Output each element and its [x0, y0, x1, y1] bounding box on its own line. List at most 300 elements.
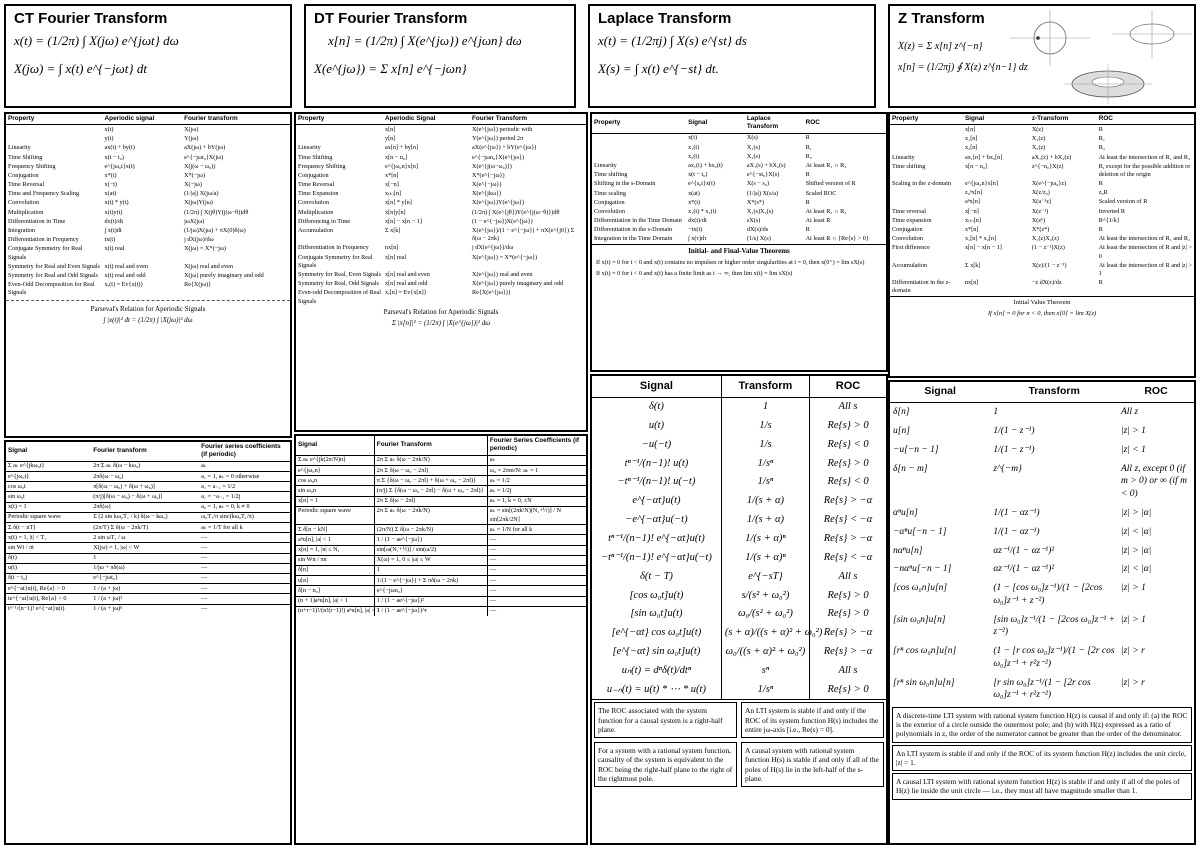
z-pair-cell: [rⁿ cos ω₀n]u[n]	[893, 646, 957, 657]
ct-pairs-table	[6, 442, 290, 614]
la-pair-cell: 1/s	[721, 416, 809, 435]
la-prop-cell	[592, 133, 686, 143]
z-pair-row	[890, 673, 1194, 704]
dt-pair-cell: —	[487, 565, 586, 575]
la-prop-row	[592, 217, 886, 226]
z-prop-cell: x[n] − x[n − 1]	[964, 244, 1002, 252]
z-prop-cell	[890, 125, 963, 135]
ct-prop-row	[6, 135, 290, 144]
ct-prop-cell: y(t)	[104, 135, 114, 143]
la-prop-cell: (1/s) X(s)	[746, 235, 771, 243]
z-prop-cell: At least the intersection of R and |z| > 1	[1098, 261, 1192, 277]
z-pair-cell: |z| < 1	[1120, 444, 1146, 455]
la-prop-cell: dX(s)/ds	[746, 226, 769, 234]
z-prop-cell: Scaled version of R	[1098, 198, 1148, 206]
la-pair-cell: s/(s² + ω₀²)	[721, 586, 809, 605]
ct-pair-cell: e^{−at}u(t), Re{a} > 0	[8, 584, 65, 592]
ct-pair-row	[6, 482, 290, 492]
z-prop-cell: nx[n]	[964, 279, 979, 287]
la-pair-header-1: Transform	[721, 376, 809, 397]
ct-prop-cell: Even-Odd Decomposition for Real Signals	[8, 281, 95, 297]
z-pair-cell: [rⁿ sin ω₀n]u[n]	[893, 677, 955, 688]
dt-pair-cell: —	[487, 596, 586, 606]
la-prop-row	[592, 235, 886, 244]
ct-pair-cell: Periodic square wave	[8, 513, 61, 521]
la-pair-cell: δ(t − T)	[639, 570, 673, 582]
ct-pair-cell: cos ω₀t	[8, 482, 26, 490]
z-plane-roc-diagram	[1112, 10, 1192, 58]
dt-pair-cell: (2π/N) Σ δ(ω − 2πk/N)	[374, 525, 487, 535]
dt-pair-row	[296, 486, 586, 496]
dt-prop-header-0: Property	[296, 114, 383, 125]
la-pair-cell: Re{s} > −α	[810, 492, 886, 511]
dt-pair-row	[296, 466, 586, 476]
dt-pair-cell: aₖ = 1/2	[487, 476, 586, 486]
la-prop-cell: Conjugation	[594, 198, 625, 206]
ct-pair-cell: X(jω) = 1, |ω| < W	[93, 543, 140, 551]
z-pair-cell: |z| < |α|	[1120, 564, 1152, 575]
la-pair-cell: (s + α)/((s + α)² + ω₀²)	[721, 624, 809, 643]
dt-pair-cell: x[n] = 1	[298, 497, 318, 505]
z-pair-cell: [sin ω₀]z⁻¹/(1 − [2cos ω₀]z⁻¹ + z⁻²)	[993, 614, 1115, 638]
dt-prop-row	[296, 171, 586, 180]
laplace-ivt-2: If x(t) = 0 for t < 0 and x(t) has a finite limit as t → ∞, then lim x(t) = lim sX(s)	[596, 269, 793, 277]
ct-pair-cell: —	[201, 584, 208, 592]
la-pair-row	[592, 567, 886, 586]
ct-pair-cell: δ(t − t₀)	[8, 574, 28, 582]
dt-synthesis-eq: x[n] = (1/2π) ∫ X(e^{jω}) e^{jωn} dω	[328, 33, 522, 48]
z-prop-cell: X(zᵏ)	[1031, 216, 1046, 224]
dt-prop-row	[296, 289, 586, 306]
la-prop-cell: Differentiation in the Time Domain	[594, 217, 682, 225]
ct-parseval-title: Parseval's Relation for Aperiodic Signals	[90, 305, 206, 314]
z-prop-cell: X(z)/(1 − z⁻¹)	[1031, 261, 1067, 269]
z-prop-cell: R	[1098, 279, 1103, 287]
la-pair-row	[592, 548, 886, 567]
z-prop-row	[890, 162, 1194, 179]
la-pair-row	[592, 530, 886, 549]
la-prop-row	[592, 226, 886, 235]
z-note-causal-stable: A causal LTI system with rational system function H(z) is stable if and only if all of the poles of H(z) lie inside the unit circle — i.e., they must all have magnitude smaller than 1.	[892, 773, 1192, 800]
z-pair-cell: δ[n − m]	[893, 463, 928, 474]
ct-prop-cell	[6, 125, 103, 135]
la-pair-cell: Re{s} > −α	[810, 624, 886, 643]
dt-prop-row	[296, 280, 586, 289]
z-prop-row	[890, 279, 1194, 296]
z-prop-cell: At least the intersection of R and |z| > 0	[1098, 244, 1192, 260]
la-prop-cell: x₁(t) * x₂(t)	[688, 207, 717, 215]
la-pair-cell: Re{s} > −α	[810, 530, 886, 549]
ct-prop-cell: x(t) real and even	[104, 262, 149, 270]
la-pair-cell: −u(−t)	[641, 438, 672, 450]
z-prop-cell: X(e^{−jω₀}z)	[1031, 180, 1067, 188]
la-prop-row	[592, 133, 886, 143]
z-title: Z Transform	[898, 10, 985, 27]
z-ivt: If x[n] = 0 for n < 0, then x[0] = lim X(z)	[987, 309, 1097, 317]
z-note-causal: A discrete-time LTI system with rational system function H(z) is causal if and only if: (a) the ROC is the exterior of a circle outside the outermost pole; and (b) with H(z) expressed as a ratio of polynomials in z, the order of the numerator cannot be greater than the order of the denominator.	[892, 707, 1192, 743]
dt-prop-row	[296, 199, 586, 208]
ct-prop-row	[6, 227, 290, 236]
z-pair-row	[890, 642, 1194, 673]
ct-pair-row	[6, 543, 290, 553]
z-pair-header-2: ROC	[1118, 382, 1194, 402]
ct-prop-row	[6, 262, 290, 271]
la-pair-cell: Re{s} > −α	[810, 643, 886, 662]
dt-prop-cell: Time Reversal	[298, 181, 335, 189]
ct-pair-cell: —	[201, 605, 208, 613]
laplace-note-stable: An LTI system is stable if and only if the ROC of its system function H(s) includes the entire jω-axis [i.e., Re(s) = 0].	[741, 702, 884, 738]
la-pair-cell: Re{s} > 0	[810, 586, 886, 605]
laplace-note-rational: For a system with a rational system function, causality of the system is equivalent to the ROC being the right-half plane to the right of the rightmost pole.	[594, 742, 737, 787]
ct-prop-cell: X(jω) purely imaginary and odd	[184, 271, 264, 279]
ct-prop-cell: Conjugation	[8, 171, 39, 179]
z-prop-cell: Convolution	[892, 235, 923, 243]
z-prop-cell: X₁(z)X₂(z)	[1031, 235, 1059, 243]
dt-header	[304, 4, 576, 108]
ct-prop-cell: X*(−jω)	[184, 171, 206, 179]
ct-pair-cell: Σ (2 sin kω₀T₁ / k) δ(ω − kω₀)	[93, 513, 168, 521]
la-prop-cell: At least R₁ ∩ R₂	[805, 161, 847, 169]
z-pair-cell: −u[−n − 1]	[893, 444, 939, 455]
dt-pair-cell: Σ δ[n − kN]	[298, 525, 328, 533]
dt-prop-cell: X(e^{j(ω−ω₀)})	[472, 162, 512, 170]
la-pair-cell: u(t)	[648, 419, 665, 431]
laplace-synthesis-eq: x(t) = (1/2πj) ∫ X(s) e^{st} ds	[598, 33, 747, 48]
la-prop-cell: X₁(s)X₂(s)	[746, 207, 774, 215]
ct-prop-cell: X(jω)	[184, 125, 199, 133]
dt-parseval-eq: Σ |x[n]|² = (1/2π) ∫ |X(e^{jω})|² dω	[391, 319, 491, 328]
la-prop-cell: ax₁(t) + bx₂(t)	[688, 161, 723, 169]
dt-prop-cell: X(e^{jkω})	[472, 190, 502, 198]
ct-pair-cell: a₀ = 1, aₖ = 0, k ≠ 0	[201, 503, 250, 511]
ct-prop-cell: Re{X(jω)}	[184, 281, 212, 289]
ct-pair-cell: te^{−at}u(t), Re{a} > 0	[8, 594, 67, 602]
ct-prop-cell: tx(t)	[104, 236, 116, 244]
dt-title: DT Fourier Transform	[314, 10, 468, 27]
z-pair-cell: (1 − [r cos ω₀]z⁻¹)/(1 − [2r cos ω₀]z⁻¹ + r²z⁻²)	[993, 646, 1115, 669]
ct-prop-cell: (1/jω)X(jω) + πX(0)δ(ω)	[184, 227, 246, 235]
z-prop-cell	[890, 198, 963, 207]
z-prop-cell: X(z/z₀)	[1031, 189, 1050, 197]
ct-prop-row	[6, 245, 290, 262]
dt-pair-row	[296, 455, 586, 465]
z-prop-cell: R	[1098, 180, 1103, 188]
la-prop-cell: (1/|a|) X(s/a)	[746, 189, 779, 197]
la-prop-cell: R	[805, 134, 810, 142]
ct-prop-cell: Frequency Shifting	[8, 162, 56, 170]
z-pair-cell: [cos ω₀n]u[n]	[893, 583, 948, 594]
z-prop-cell: Differentiation in the z-domain	[892, 279, 951, 295]
z-ivt-title: Initial Value Theorem	[890, 296, 1194, 310]
dt-pair-cell: —	[487, 555, 586, 565]
z-pair-cell: [sin ω₀n]u[n]	[893, 614, 946, 625]
la-pair-cell: 1/sⁿ	[721, 454, 809, 473]
ct-prop-row	[6, 208, 290, 217]
dt-prop-header-2: Fourier Transform	[470, 114, 586, 125]
ct-pair-row	[6, 584, 290, 594]
la-pair-cell: 1/(s + α)	[721, 492, 809, 511]
la-pair-cell: 1/(s + α)ⁿ	[721, 530, 809, 549]
ct-prop-cell: Differentiation in Time	[8, 217, 66, 225]
z-prop-cell: Conjugation	[892, 226, 923, 234]
ct-prop-row	[6, 181, 290, 190]
dt-prop-cell: Convolution	[298, 199, 329, 207]
la-pair-cell: −e^{−αt}u(−t)	[625, 514, 688, 526]
z-prop-cell	[890, 189, 963, 198]
dt-pair-cell: e^{−jωn₀}	[374, 586, 487, 596]
dt-pair-cell: ω₀ = 2πm/N: aₖ = 1	[487, 466, 586, 476]
la-prop-cell: sX(s)	[746, 217, 761, 225]
dt-prop-cell: Re{X(e^{jω})}	[472, 289, 511, 297]
la-prop-cell	[592, 143, 686, 152]
ct-prop-cell: Symmetry for Real and Even Signals	[8, 262, 100, 270]
dt-analysis-eq: X(e^{jω}) = Σ x[n] e^{−jωn}	[314, 61, 467, 76]
z-pair-cell: (1 − [cos ω₀]z⁻¹)/(1 − [2cos ω₀]z⁻¹ + z⁻²)	[993, 583, 1103, 606]
z-plane-unit-circle-diagram	[1010, 10, 1090, 66]
ct-prop-cell: Time Shifting	[8, 153, 43, 161]
ct-pair-row	[6, 533, 290, 543]
dt-prop-row	[296, 144, 586, 153]
dt-pair-cell: —	[487, 535, 586, 545]
z-prop-cell: x[n − n₀]	[964, 162, 988, 170]
la-prop-cell: At least R	[805, 217, 831, 225]
la-prop-cell: X(s)	[746, 134, 758, 142]
dt-pair-row	[296, 496, 586, 506]
dt-prop-cell: Accumulation	[298, 227, 334, 235]
la-prop-cell: Linearity	[594, 161, 617, 169]
ct-pair-cell: 2πδ(ω)	[93, 503, 111, 511]
la-prop-cell: Integration in the Time Domain	[594, 235, 673, 243]
la-pair-row	[592, 473, 886, 492]
z-pair-cell: |z| > 1	[1120, 614, 1146, 625]
laplace-note-causal: The ROC associated with the system function for a causal system is a right-half plane.	[594, 702, 737, 738]
ct-prop-cell: Differentiation in Frequency	[8, 236, 79, 244]
dt-pair-cell: δ[n]	[298, 566, 309, 574]
ct-pair-cell: (2π/T) Σ δ(ω − 2πk/T)	[93, 523, 149, 531]
la-prop-cell: x₁(t)	[688, 143, 700, 151]
z-prop-cell: X(z)	[1031, 125, 1044, 133]
ct-prop-cell: x*(t)	[104, 171, 117, 179]
ct-prop-cell: X(jω) real and even	[184, 262, 233, 270]
ct-prop-cell: (1/2π) ∫ X(jθ)Y(j(ω−θ))dθ	[184, 208, 249, 216]
la-pair-cell: δ(t)	[649, 401, 664, 413]
dt-pair-cell: 1	[374, 565, 487, 575]
la-prop-header-1: Signal	[686, 114, 745, 133]
dt-pair-header-1: Fourier Transform	[374, 436, 487, 455]
la-pair-cell: 1/(s + α)	[721, 511, 809, 530]
ct-prop-row	[6, 190, 290, 199]
la-prop-cell: R	[805, 171, 810, 179]
z-prop-cell: ax₁[n] + bx₂[n]	[964, 153, 1003, 161]
z-pairs-panel	[888, 380, 1196, 845]
dt-pair-cell: sin ω₀n	[298, 486, 317, 494]
dt-pair-row	[296, 576, 586, 586]
ct-pair-cell: aₖ	[201, 462, 207, 470]
dt-pair-cell: 2π Σ aₖ δ(ω − 2πk/N)	[374, 506, 487, 524]
z-prop-cell: First difference	[892, 244, 930, 252]
ct-synthesis-eq: x(t) = (1/2π) ∫ X(jω) e^{jωt} dω	[14, 33, 179, 48]
ct-prop-cell: Y(jω)	[184, 135, 199, 143]
la-pair-row	[592, 492, 886, 511]
ct-pair-row	[6, 492, 290, 502]
ct-pair-row	[6, 502, 290, 512]
z-prop-cell: Scaling in the z-domain	[892, 180, 951, 188]
z-prop-cell: x[n]	[964, 125, 976, 133]
la-pair-cell: ω₀/(s² + ω₀²)	[721, 605, 809, 624]
ct-properties-panel	[4, 112, 292, 438]
ct-pair-cell: x(t) = 1	[8, 503, 27, 511]
ct-pairs-panel	[4, 440, 292, 845]
la-prop-cell: e^{s₀t}x(t)	[688, 180, 715, 188]
la-pair-cell: All s	[810, 397, 886, 416]
z-pair-cell: All z, except 0 (if m > 0) or ∞ (if m < 0)	[1120, 463, 1187, 499]
dt-pair-row	[296, 596, 586, 606]
dt-prop-cell: X(e^{jω}) = X*(e^{−jω})	[472, 253, 538, 261]
laplace-ivt-1: If x(t) = 0 for t < 0 and x(t) contains no impulses or higher order singularities at t = 0, then x(0⁺) = lim sX(s)	[596, 259, 865, 267]
dt-pair-cell: aₖ = 1, k = 0, ±N	[487, 496, 586, 506]
dt-pair-cell: 1 / (1 − ae^{−jω})	[374, 535, 487, 545]
z-pair-cell: |z| > |α|	[1120, 545, 1152, 556]
ct-pair-header-2: Fourier series coefficients (if periodic)	[199, 442, 290, 461]
z-prop-cell: x*[n]	[964, 226, 979, 234]
dt-pair-row	[296, 565, 586, 575]
ct-pair-cell: e^{−jωt₀}	[93, 574, 118, 582]
la-pair-cell: 1/s	[721, 435, 809, 454]
dt-pairs-panel	[294, 434, 588, 845]
z-pair-cell: 1	[993, 407, 999, 418]
dt-prop-cell: X(e^{−jω})	[472, 181, 502, 189]
la-prop-cell: Shifting in the s-Domain	[594, 180, 656, 188]
ct-prop-cell: ∫ x(t)dt	[104, 227, 122, 235]
ct-pair-cell: π[δ(ω − ω₀) + δ(ω + ω₀)]	[93, 482, 155, 490]
dt-prop-cell: Σ x[k]	[385, 227, 401, 235]
dt-prop-cell: Time Expansion	[298, 190, 339, 198]
z-properties-table	[890, 114, 1194, 296]
dt-prop-cell: nx[n]	[385, 244, 399, 252]
z-prop-cell	[890, 135, 963, 144]
dt-prop-cell: e^{−jωn₀}X(e^{jω})	[472, 153, 525, 161]
dt-prop-cell: x[n] − x[n − 1]	[385, 217, 422, 225]
dt-prop-row	[296, 135, 586, 144]
la-pair-cell: tⁿ⁻¹/(n−1)! e^{−αt}u(t)	[608, 533, 705, 545]
dt-pair-cell: u[n]	[298, 576, 309, 584]
z-pair-header-0: Signal	[890, 382, 990, 402]
dt-prop-cell: X(e^{jω}) purely imaginary and odd	[472, 280, 564, 288]
la-pair-cell: sⁿ	[721, 662, 809, 681]
dt-pair-cell: 1 / (1 − ae^{−jω})^r	[374, 606, 487, 616]
z-analysis-eq: X(z) = Σ x[n] z^{−n}	[898, 41, 983, 52]
ct-prop-cell: x(−t)	[104, 181, 117, 189]
z-pair-cell: αz⁻¹/(1 − αz⁻¹)²	[993, 564, 1055, 575]
z-prop-cell: Time reversal	[892, 207, 926, 215]
z-prop-cell: R^{1/k}	[1098, 216, 1120, 224]
ct-prop-cell: aX(jω) + bY(jω)	[184, 144, 226, 152]
ct-prop-header-2: Fourier transform	[182, 114, 290, 125]
dt-prop-cell: Linearity	[298, 144, 321, 152]
laplace-header	[588, 4, 876, 108]
z-prop-row	[890, 261, 1194, 278]
dt-prop-row	[296, 217, 586, 226]
ct-prop-cell: Conjugate Symmetry for Real Signals	[8, 245, 83, 261]
la-pair-row	[592, 454, 886, 473]
ct-pair-row	[6, 573, 290, 583]
ct-prop-cell: x(t)y(t)	[104, 208, 123, 216]
z-pair-header-1: Transform	[990, 382, 1118, 402]
ct-prop-cell: Time and Frequency Scaling	[8, 190, 80, 198]
dt-pair-cell: aₖ	[487, 455, 586, 465]
la-pair-cell: Re{s} < −α	[810, 511, 886, 530]
dt-prop-cell: x[n]	[385, 125, 396, 133]
la-pair-cell: Re{s} < −α	[810, 548, 886, 567]
ct-pair-cell: δ(t)	[8, 554, 17, 562]
la-pair-cell: tⁿ⁻¹/(n−1)! u(t)	[624, 457, 689, 469]
z-pair-row	[890, 541, 1194, 560]
ct-pair-row	[6, 523, 290, 533]
la-prop-cell: Convolution	[594, 207, 625, 215]
z-prop-cell: R₁	[1098, 135, 1105, 143]
z-prop-cell: At least the intersection of R₁ and R₂	[1098, 235, 1191, 243]
laplace-properties-panel	[590, 112, 888, 372]
z-prop-header-1: Signal	[963, 114, 1030, 125]
dt-prop-cell: j dX(e^{jω})/dω	[472, 244, 514, 252]
ct-prop-cell: x(t) real and odd	[104, 271, 146, 279]
dt-pair-cell: 2π Σ aₖ δ(ω − 2πk/N)	[374, 455, 487, 465]
dt-pair-cell: 2π Σ δ(ω − ω₀ − 2πl)	[374, 466, 487, 476]
dt-prop-row	[296, 270, 586, 279]
dt-pair-row	[296, 555, 586, 565]
dt-pair-row	[296, 476, 586, 486]
dt-prop-cell: Symmetry for Real, Odd Signals	[298, 280, 379, 288]
dt-pair-cell: (π/j) Σ {δ(ω − ω₀ − 2πl) − δ(ω + ω₀ − 2πl)}	[374, 486, 487, 496]
z-pair-cell: 1/(1 − αz⁻¹)	[993, 526, 1040, 537]
la-pair-cell: −tⁿ⁻¹/(n−1)! e^{−αt}u(−t)	[600, 551, 712, 563]
la-prop-cell: x(t − t₀)	[688, 171, 708, 179]
dt-pair-cell: e^{jω₀n}	[298, 466, 321, 474]
dt-prop-cell: X(e^{jω}) real and even	[472, 270, 533, 278]
z-prop-cell: Inverted R	[1098, 207, 1125, 215]
ct-prop-cell: X(jω)Y(jω)	[184, 199, 213, 207]
la-pair-row	[592, 662, 886, 681]
ct-properties-table	[6, 114, 290, 298]
laplace-title: Laplace Transform	[598, 10, 732, 27]
z-prop-row	[890, 189, 1194, 198]
z-prop-cell: X₂(z)	[1031, 144, 1046, 152]
ct-prop-cell: Integration	[8, 227, 36, 235]
ct-prop-cell: x(t)	[104, 125, 114, 133]
z-synthesis-eq: x[n] = (1/2πj) ∮ X(z) z^{n−1} dz	[898, 62, 1028, 73]
ct-pair-cell: —	[201, 564, 208, 572]
z-pair-cell: 1/(1 − αz⁻¹)	[993, 507, 1040, 518]
ct-pair-row	[6, 512, 290, 522]
dt-pair-cell: sin[ω(N₁+½)] / sin(ω/2)	[374, 545, 487, 555]
z-pair-cell: nαⁿu[n]	[893, 545, 923, 556]
z-pairs-table	[890, 382, 1194, 705]
dt-pair-cell: aₖ = sin[(2πk/N)(N₁+½)] / N sin[2πk/2N]	[487, 506, 586, 524]
la-prop-cell: −tx(t)	[688, 226, 703, 234]
z-prop-cell: Accumulation	[892, 261, 928, 269]
dt-prop-cell: Y(e^{jω}) period 2π	[472, 135, 524, 143]
dt-prop-cell: y[n]	[385, 135, 396, 143]
z-prop-cell: Linearity	[892, 153, 915, 161]
ct-prop-cell: Symmetry for Real and Odd Signals	[8, 271, 98, 279]
ct-prop-cell: x(t − t₀)	[104, 153, 124, 161]
laplace-analysis-eq: X(s) = ∫ x(t) e^{−st} dt.	[598, 61, 719, 76]
la-pair-cell: Re{s} < 0	[810, 473, 886, 492]
ct-prop-cell: Multiplication	[8, 208, 44, 216]
z-prop-cell: x₍ₖ₎[n]	[964, 216, 981, 224]
la-pair-cell: Re{s} < 0	[810, 435, 886, 454]
z-pair-cell: |z| > 1	[1120, 425, 1146, 436]
